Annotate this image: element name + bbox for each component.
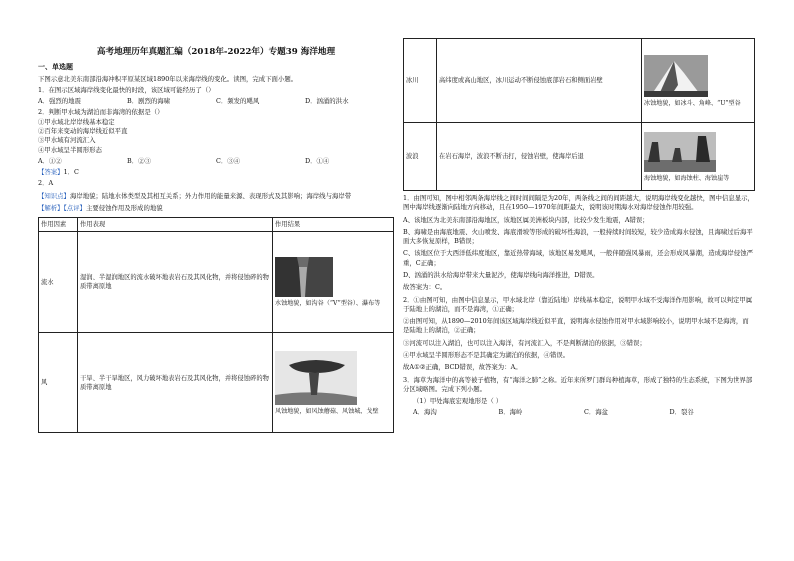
mushroom-rock-photo (275, 351, 357, 405)
option-a: A．①② (38, 156, 62, 165)
option-c: C．频发的飓风 (216, 97, 260, 106)
knowledge-point (38, 192, 394, 201)
row-factor: 波浪 (404, 123, 437, 191)
explanation-2-statement-4: ④甲水域呈半圆形形态不是其确定为湖泊的依据，④错误。 (403, 350, 570, 359)
answer-block (38, 168, 394, 177)
table-header-factor: 作用因素 (39, 218, 78, 232)
left-column (38, 0, 394, 433)
question-intro: 下图示意北美东南部沿海冲积平原某区域1890年以来海岸线的变化。读图，完成下面小题。 (38, 74, 298, 83)
explanation-conclusion-1: 故答案为：C。 (403, 283, 447, 292)
erosion-table-continued (403, 38, 755, 191)
explanation-2-statement-2: ②由图可知，从1890—2010年间该区域海岸线近似平直，说明海水侵蚀作用对甲水域影响较小，说明甲水域不是海湾，而是陆地上的湖泊，②正确； (403, 317, 749, 335)
statement-3: ③甲水域有河流汇入 (38, 136, 96, 145)
table-row (39, 232, 394, 333)
option-d: D．汹涌的洪水 (305, 97, 349, 106)
option-a: A．强烈的地震 (38, 97, 81, 106)
analysis-text: 主要侵蚀作用及形成的地貌 (85, 203, 163, 212)
analysis-label: 【解析】 (38, 203, 64, 212)
row-desc: 高纬度或高山地区，冰川运动不断侵蚀底部岩石和侧面岩壁 (437, 39, 642, 123)
option-d: D．裂谷 (669, 408, 694, 417)
answer-2: 2．A (38, 179, 54, 188)
row-factor: 冰川 (404, 39, 437, 123)
knowledge-label: 【知识点】 (38, 191, 70, 200)
question-3-intro: 3．海草为海洋中的高等被子植物，有“海洋之肺”之称。近年来所罗门群岛种植海草，形成了独特的生态系统，下图为世界部分区域略图。完成下列小题。 (403, 375, 753, 393)
page-title: 高考地理历年真题汇编（2018年-2022年）专题39 海洋地理 (96, 47, 336, 57)
answer-label: 【答案】 (38, 168, 64, 177)
question-3-1-options (403, 408, 755, 417)
option-c: C．海盆 (584, 408, 609, 417)
analysis-line (38, 204, 394, 213)
explanation-option-b: B、海啸是由海底地震、火山喷发、海底滑坡等形成的破坏性海浪，一般持续时间较短，较少造成海水侵蚀，且海啸过后海平面大多恢复原样，B错误； (403, 227, 753, 246)
row-factor: 风 (39, 333, 78, 433)
explanation-conclusion-2: 故A①②正确，BCD错误，故答案为：A。 (403, 363, 522, 372)
explanation-option-c: C、该地区位于大西洋低纬度地区，靠近热带海域，该地区易发飓风，一般伴随强风暴雨，还会形成风暴潮，造成海岸侵蚀严重，C正确； (403, 249, 753, 267)
table-row (404, 123, 755, 191)
table-header-desc: 作用表现 (78, 218, 273, 232)
erosion-table (38, 217, 394, 433)
explanation-option-d: D、汹涌的洪水给海岸带来大量泥沙，使海岸线向海洋推进，D错误。 (403, 270, 599, 279)
option-b: B．海岭 (498, 408, 523, 417)
question-2-stem: 2．判断甲水域为湖泊而非海湾的依据是（） (38, 108, 164, 117)
explanation-option-a: A、该地区为北美东南部沿海地区，该地区属美洲板块内部，比较少发生地震，A错误； (403, 215, 649, 224)
option-d: D．①④ (305, 156, 330, 165)
row-result-cell (642, 123, 755, 191)
review-label: 【点评】 (63, 203, 86, 212)
statement-4: ④甲水域呈半圆形形态 (38, 145, 102, 154)
row-desc: 湿润、半湿润地区的流水破坏地表岩石及其风化物，并将侵蚀碎的物质带离原地 (78, 232, 273, 333)
option-b: B．剧烈的海啸 (127, 97, 171, 106)
section-heading: 一、单选题 (38, 62, 73, 72)
gorge-photo (275, 257, 333, 297)
option-a: A．海沟 (413, 408, 437, 417)
row-result-cell (642, 39, 755, 123)
sea-stack-photo (644, 132, 716, 172)
table-header-result: 作用结果 (273, 218, 394, 232)
row-result: 水蚀地貌，如沟谷（“V”型谷）、瀑布等 (275, 300, 381, 308)
table-row (39, 333, 394, 433)
statement-2: ②百年来变动的海岸线近似平直 (38, 127, 128, 135)
row-result: 风蚀地貌，如风蚀蘑菇、风蚀城、戈壁 (275, 407, 379, 415)
row-desc: 在岩石海岸，波浪不断击打，侵蚀岩壁，使海岸后退 (437, 123, 642, 191)
option-b: B．②③ (127, 156, 151, 165)
question-3-1-stem: （1）甲处海底宏观地形是（ ） (413, 397, 503, 406)
row-result: 冰蚀地貌，如冰斗、角峰、“U”型谷 (644, 99, 741, 107)
question-2-options (38, 157, 394, 166)
question-1-options (38, 97, 394, 106)
answer-1: 1．C (63, 168, 79, 177)
explanation-2-statement-3: ③河流可以注入湖泊，也可以注入海洋，有河流汇入，不是判断湖泊的依据，③错误； (403, 338, 646, 347)
knowledge-text: 海岸地貌；陆地水体类型及其相互关系；外力作用的能量来源、表现形式及其影响；海岸线与海岸带 (69, 191, 352, 200)
row-desc: 干旱、半干旱地区，风力破坏地表岩石及其风化物，并将侵蚀碎的物质带离原地 (78, 333, 273, 433)
option-c: C．③④ (216, 156, 241, 165)
explanation-2-statement-1: 2．①由图可知，由图中信息显示，甲水域北岸（靠近陆地）岸线基本稳定，说明甲水域不受海洋作用影响，故可以判定甲属于陆地上的湖泊，而不是海湾，①正确； (403, 295, 753, 313)
table-row (404, 39, 755, 123)
question-1-stem: 1．在图示区域海岸线变化最快的时段，该区域可能经历了（） (38, 85, 215, 94)
right-column (403, 0, 755, 418)
row-result: 海蚀地貌，如海蚀柱、海蚀崖等 (644, 174, 730, 182)
matterhorn-photo (644, 55, 708, 97)
row-result-cell (273, 232, 394, 333)
statement-1: ①甲水域北岸岸线基本稳定 (38, 117, 115, 126)
row-result-cell (273, 333, 394, 433)
row-factor: 流水 (39, 232, 78, 333)
explanation-1: 1．由图可知，图中相邻两条海岸线之间时间间隔是为20年，两条线之间的间距越大，说明海岸线变化越快，图中信息显示，图中海岸线逐渐向陆地方向移动，且在1950—1970年间距最大，说明该时期海水对海岸侵蚀作用较强。 (403, 194, 754, 212)
